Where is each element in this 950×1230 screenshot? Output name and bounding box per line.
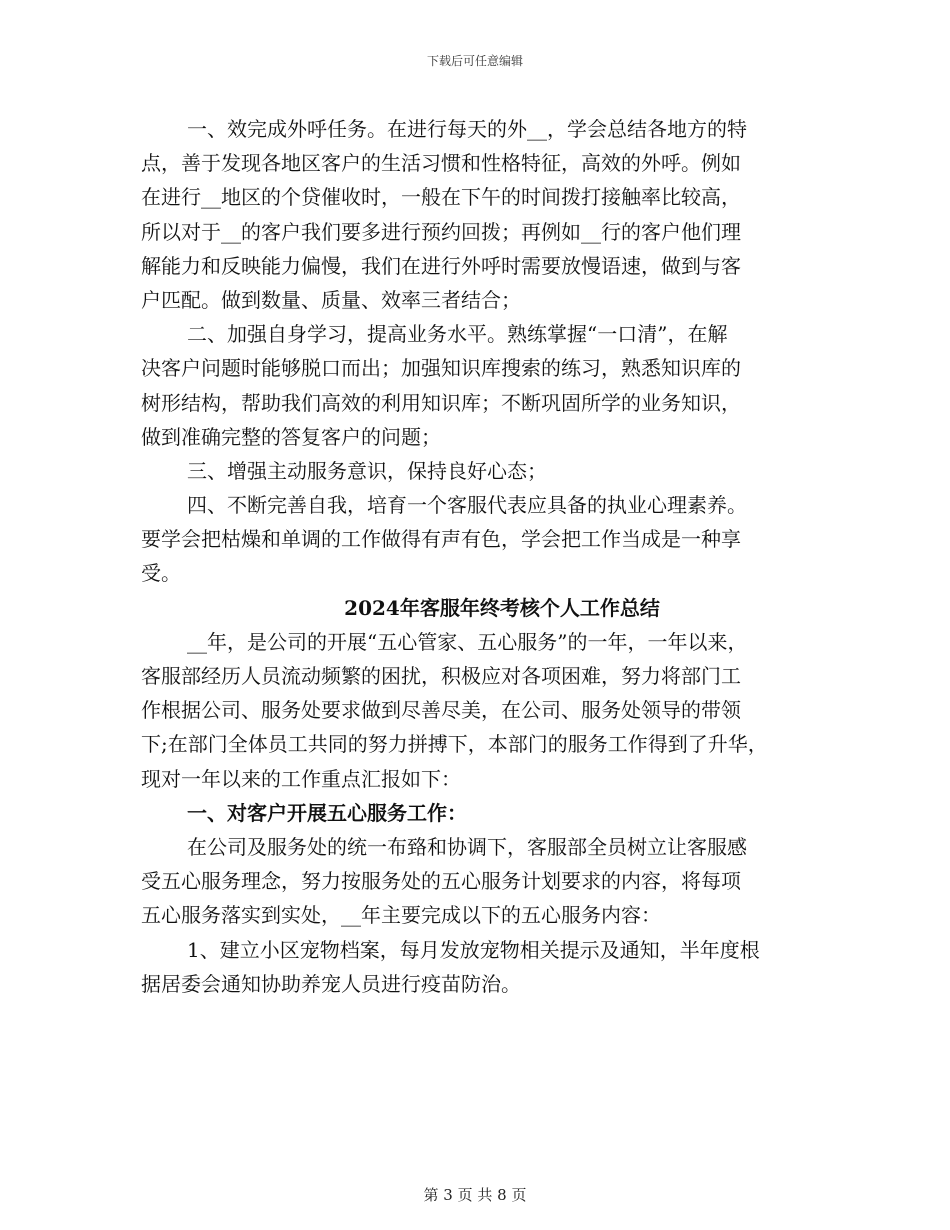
page-footer: 第 3 页 共 8 页 (423, 1186, 527, 1204)
text-line: 四、不断完善自我，培育一个客服代表应具备的执业心理素养。 (187, 493, 747, 518)
text-line: 点，善于发现各地区客户的生活习惯和性格特征，高效的外呼。例如 (141, 151, 741, 176)
text-line: 下;在部门全体员工共同的努力拼搏下，本部门的服务工作得到了升华， (141, 732, 768, 757)
text-line: 一、效完成外呼任务。在进行每天的外__，学会总结各地方的特 (187, 117, 747, 141)
text-line: 户匹配。做到数量、质量、效率三者结合； (141, 287, 521, 312)
text-line: 二、加强自身学习，提高业务水平。熟练掌握“一口清”，在解 (187, 322, 728, 347)
text-line: 作根据公司、服务处要求做到尽善尽美，在公司、服务处领导的带领 (141, 698, 741, 723)
page-header: 下载后可任意编辑 (426, 54, 523, 68)
text-line: 三、增强主动服务意识，保持良好心态； (187, 458, 547, 483)
text-line: 客服部经历人员流动频繁的困扰，积极应对各项困难，努力将部门工 (141, 664, 741, 688)
text-line: 受五心服务理念，努力按服务处的五心服务计划要求的内容，将每项 (141, 869, 741, 894)
text-line: 决客户问题时能够脱口而出；加强知识库搜索的练习，熟悉知识库的 (141, 356, 741, 381)
text-line: 要学会把枯燥和单调的工作做得有声有色，学会把工作当成是一种享 (141, 527, 741, 552)
text-line: 树形结构，帮助我们高效的利用知识库；不断巩固所学的业务知识， (141, 390, 741, 415)
section-title: 2024年客服年终考核个人工作总结 (344, 595, 660, 620)
text-line: 据居委会通知协助养宠人员进行疫苗防治。 (141, 971, 521, 996)
text-line: 所以对于__的客户我们要多进行预约回拨；再例如__行的客户他们理 (141, 219, 741, 244)
text-line: 1、建立小区宠物档案，每月发放宠物相关提示及通知，半年度根 (187, 937, 760, 962)
text-line: 受。 (141, 561, 181, 586)
text-line: 在公司及服务处的统一布臵和协调下，客服部全员树立让客服感 (187, 834, 747, 859)
text-line: 现对一年以来的工作重点汇报如下： (141, 766, 461, 791)
text-line: 做到准确完整的答复客户的问题； (141, 424, 441, 449)
text-line: 解能力和反映能力偏慢，我们在进行外呼时需要放慢语速，做到与客 (141, 253, 741, 278)
text-line: __年，是公司的开展“五心管家、五心服务”的一年，一年以来， (187, 629, 748, 654)
text-line: 在进行__地区的个贷催收时，一般在下午的时间拨打接触率比较高， (141, 185, 741, 210)
text-line: 五心服务落实到实处，__年主要完成以下的五心服务内容： (141, 903, 661, 928)
section-heading: 一、对客户开展五心服务工作： (187, 800, 467, 825)
document-body (141, 112, 823, 1001)
